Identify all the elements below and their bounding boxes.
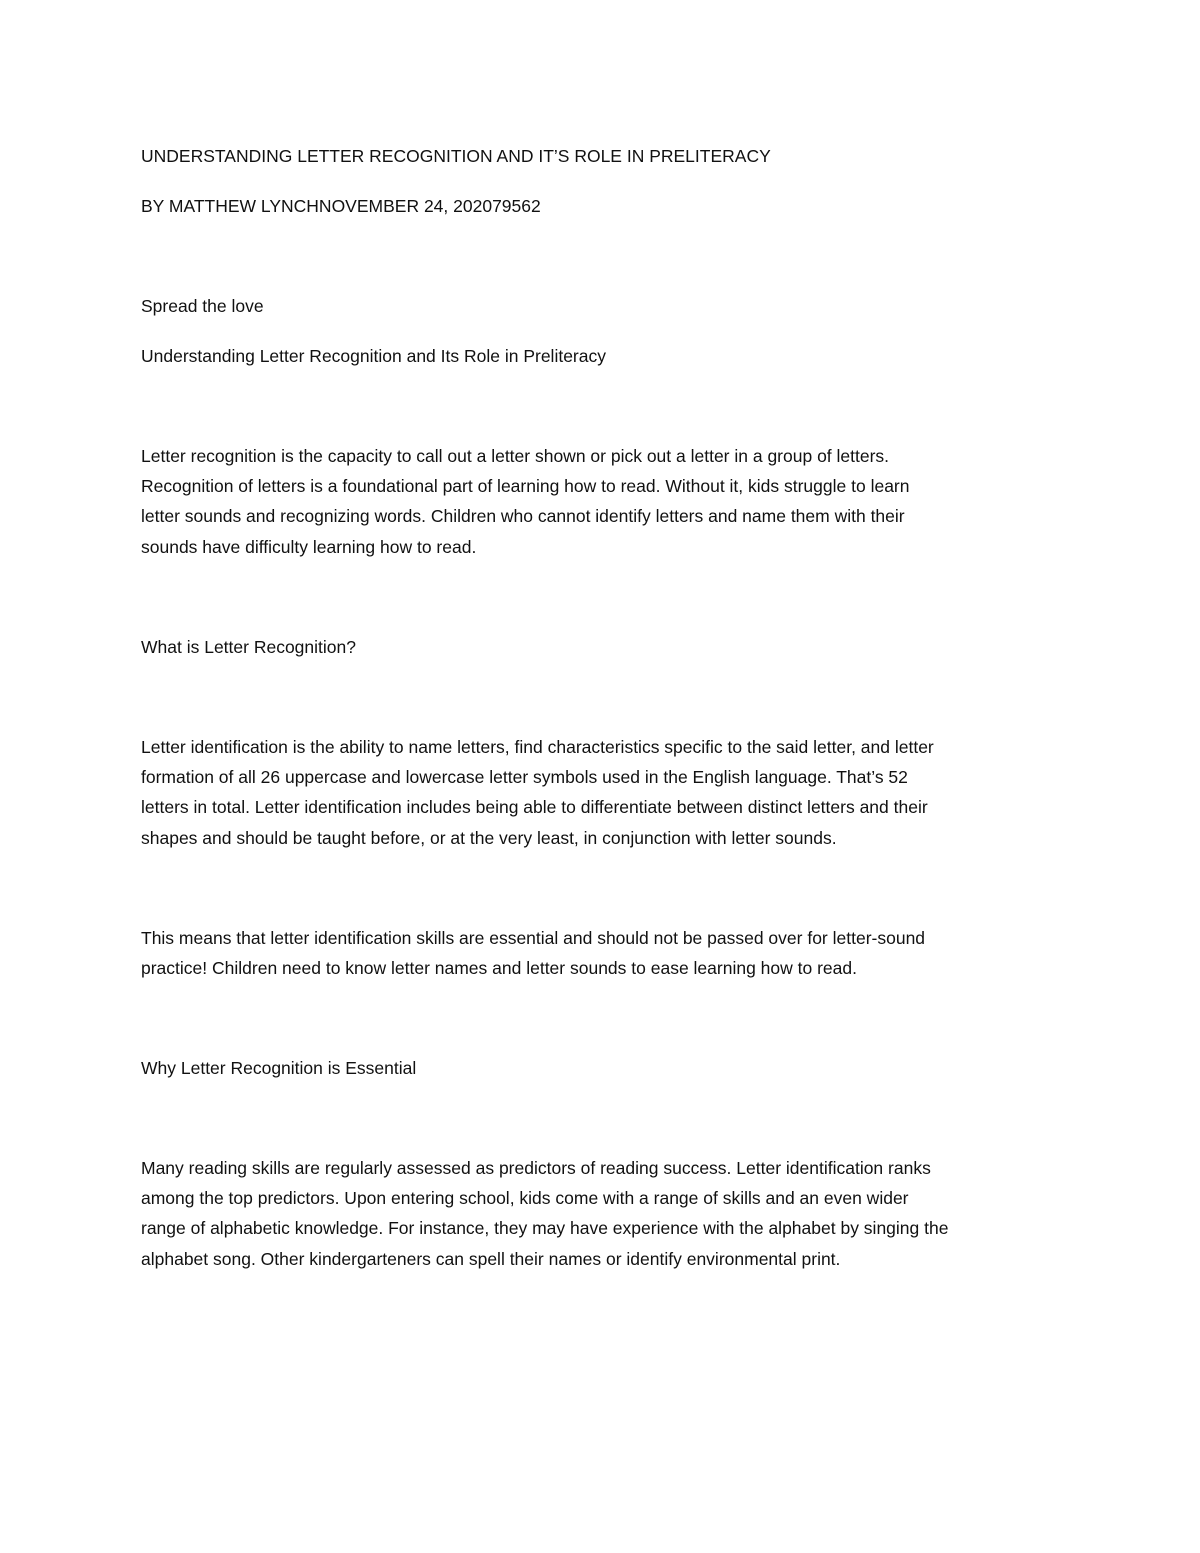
section-1-paragraph: [141, 732, 1071, 853]
subtitle: Understanding Letter Recognition and Its Role in Preliteracy: [141, 346, 606, 366]
section-1b-line: This means that letter identification skills are essential and should not be passed over for letter-sound: [141, 928, 926, 948]
section-heading-what-is: What is Letter Recognition?: [141, 637, 356, 657]
section-heading-why-essential: Why Letter Recognition is Essential: [141, 1058, 417, 1078]
section-1b-line: practice! Children need to know letter names and letter sounds to ease learning how to read.: [141, 958, 857, 979]
section-1-line: formation of all 26 uppercase and lowercase letter symbols used in the English language. That’s 52: [141, 767, 908, 788]
share-text: Spread the love: [141, 296, 264, 316]
intro-line: Recognition of letters is a foundational part of learning how to read. Without it, kids struggle to learn: [141, 476, 910, 497]
section-2-line: range of alphabetic knowledge. For instance, they may have experience with the alphabet by singing the: [141, 1218, 949, 1239]
section-1-line: shapes and should be taught before, or at the very least, in conjunction with letter sounds.: [141, 827, 837, 848]
section-1b-paragraph: [141, 923, 1071, 983]
section-1-line: letters in total. Letter identification includes being able to differentiate between distinct letters and their: [141, 797, 928, 818]
intro-paragraph: [141, 441, 1071, 562]
intro-line: letter sounds and recognizing words. Children who cannot identify letters and name them with their: [141, 506, 905, 527]
section-2-line: among the top predictors. Upon entering school, kids come with a range of skills and an even wider: [141, 1188, 909, 1209]
section-2-line: alphabet song. Other kindergarteners can spell their names or identify environmental print.: [141, 1248, 841, 1269]
intro-line: sounds have difficulty learning how to read.: [141, 536, 477, 557]
document-title: UNDERSTANDING LETTER RECOGNITION AND IT’S ROLE IN PRELITERACY: [141, 146, 771, 166]
intro-line: Letter recognition is the capacity to call out a letter shown or pick out a letter in a group of letters.: [141, 446, 890, 466]
section-2-line: Many reading skills are regularly assessed as predictors of reading success. Letter identification ranks: [141, 1158, 931, 1178]
section-2-paragraph: [141, 1153, 1071, 1274]
byline: BY MATTHEW LYNCHNOVEMBER 24, 202079562: [141, 196, 541, 216]
section-1-line: Letter identification is the ability to name letters, find characteristics specific to the said letter, and letter: [141, 737, 934, 757]
